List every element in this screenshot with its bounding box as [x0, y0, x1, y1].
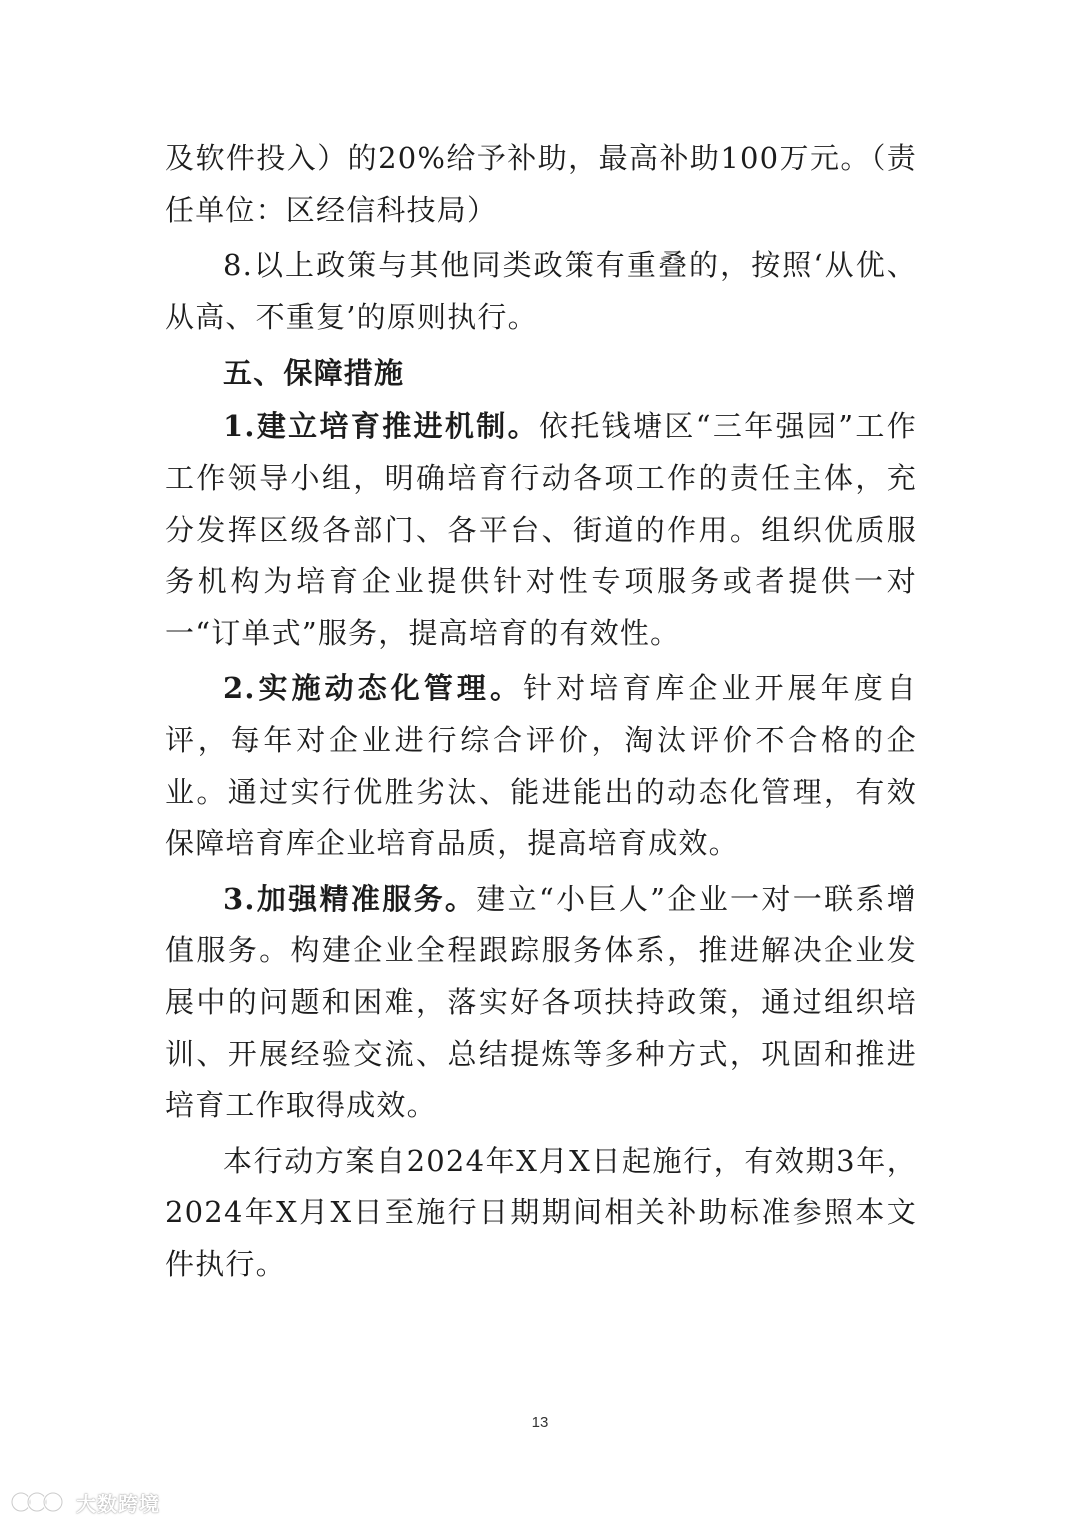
paragraph-text: 及软件投入）的20%给予补助，最高补助100万元。（责任单位：区经信科技局）: [165, 141, 917, 227]
measure-lead: 3.加强精准服务。: [223, 881, 477, 916]
document-body: [165, 133, 917, 1294]
watermark: [10, 1486, 160, 1518]
paragraph-subsidy-continuation: [165, 133, 917, 236]
paragraph-policy-overlap: [165, 240, 917, 343]
measure-paragraph-1: [165, 401, 917, 659]
measure-text: 依托钱塘区“三年强园”工作工作领导小组，明确培育行动各项工作的责任主体，充分发挥区级各部门、各平台、街道的作用。组织优质服务机构为培育企业提供针对性专项服务或者提供一对一“订单式”服务，提高培育的有效性。: [165, 409, 917, 650]
closing-text: 本行动方案自2024年X月X日起施行，有效期3年，2024年X月X日至施行日期期间相关补助标准参照本文件执行。: [165, 1143, 917, 1281]
measure-paragraph-2: [165, 663, 917, 869]
paragraph-text: 8.以上政策与其他同类政策有重叠的，按照‘从优、从高、不重复’的原则执行。: [165, 248, 917, 334]
measure-text: 建立“小巨人”企业一对一联系增值服务。构建企业全程跟踪服务体系，推进解决企业发展中的问题和困难，落实好各项扶持政策，通过组织培训、开展经验交流、总结提炼等多种方式，巩固和推进培育工作取得成效。: [165, 881, 917, 1123]
watermark-text: 大数跨境: [76, 1491, 160, 1516]
measure-text: 针对培育库企业开展年度自评，每年对企业进行综合评价，淘汰评价不合格的企业。通过实行优胜劣汰、能进能出的动态化管理，有效保障培育库企业培育品质，提高培育成效。: [165, 671, 918, 861]
measure-lead: 1.建立培育推进机制。: [223, 409, 539, 444]
watermark-logo-icon: [10, 1488, 68, 1516]
closing-paragraph: [165, 1136, 917, 1291]
page-number: 13: [531, 1414, 549, 1431]
measure-paragraph-3: [165, 874, 917, 1132]
measure-lead: 2.实施动态化管理。: [223, 671, 524, 706]
section-heading: 五、保障措施: [223, 356, 405, 391]
